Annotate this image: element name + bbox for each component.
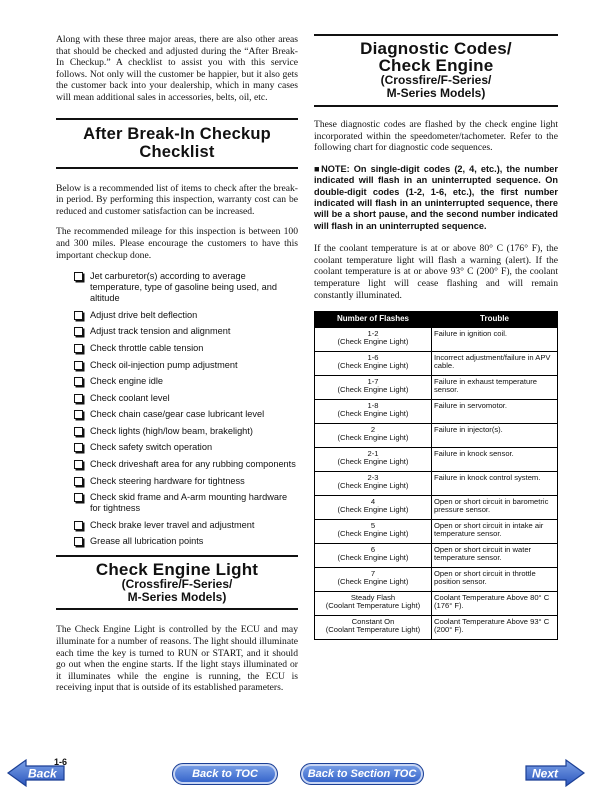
checkbox-icon[interactable]: [74, 344, 83, 353]
table-row: [315, 375, 558, 399]
table-row: [315, 519, 558, 543]
checklist-item: [74, 426, 298, 437]
intro-paragraph: Along with these three major areas, there are also other areas that should be checked and adjusted during the “After Break-In Checkup.” A checklist to assist you with this service follows. Not only will the customer be happier, but it also gets the customer back into your dealership, which in many cases will mean additional sales in accessories, belts, oil, etc.: [56, 34, 298, 103]
table-row: [315, 615, 558, 639]
flash-cell: [315, 471, 432, 495]
checklist-item: [74, 536, 298, 547]
flash-code: 1-2: [367, 328, 379, 338]
trouble-cell: Failure in servomotor.: [432, 399, 558, 423]
table-row: [315, 351, 558, 375]
flash-cell: [315, 543, 432, 567]
cel-heading-sub2: M-Series Models): [127, 590, 227, 605]
back-to-toc-button[interactable]: Back to TOC: [172, 763, 278, 785]
checklist-item: [74, 360, 298, 371]
table-row: [315, 567, 558, 591]
flash-light-type: (Check Engine Light): [337, 505, 409, 514]
flash-light-type: (Coolant Temperature Light): [325, 625, 421, 634]
table-row: [315, 399, 558, 423]
checkup-checklist: [56, 271, 298, 547]
trouble-cell: Failure in ignition coil.: [432, 327, 558, 351]
checkbox-icon[interactable]: [74, 521, 83, 530]
trouble-cell: Failure in knock sensor.: [432, 447, 558, 471]
back-button[interactable]: [6, 758, 68, 788]
flash-code: 4: [370, 496, 376, 506]
flash-cell: [315, 375, 432, 399]
table-row: [315, 495, 558, 519]
checkbox-icon[interactable]: [74, 272, 83, 281]
cel-heading-title: Check Engine Light: [95, 560, 259, 580]
checklist-item: [74, 393, 298, 404]
checklist-item-label: Check safety switch operation: [90, 442, 213, 453]
checklist-item: [74, 343, 298, 354]
footer-navigation: [0, 754, 612, 792]
checklist-item-label: Check steering hardware for tightness: [90, 475, 245, 486]
table-header-row: [315, 312, 558, 327]
checkbox-icon[interactable]: [74, 394, 83, 403]
header-number-of-flashes: Number of Flashes: [315, 312, 432, 327]
table-row: [315, 447, 558, 471]
checkbox-icon[interactable]: [74, 327, 83, 336]
flash-cell: [315, 447, 432, 471]
left-column: [56, 34, 298, 694]
flash-code: 6: [370, 544, 376, 554]
flash-code: 7: [370, 568, 376, 578]
flash-code: 1-6: [367, 352, 379, 362]
checklist-item: [74, 476, 298, 487]
checkbox-icon[interactable]: [74, 493, 83, 502]
checklist-item-label: Adjust track tension and alignment: [90, 326, 231, 337]
trouble-cell: Failure in exhaust temperature sensor.: [432, 375, 558, 399]
checklist-item: [74, 376, 298, 387]
checklist-item: [74, 310, 298, 321]
flash-code: 2-1: [367, 448, 379, 458]
trouble-cell: Coolant Temperature Above 80° C (176° F).: [432, 591, 558, 615]
flash-cell: [315, 495, 432, 519]
table-row: [315, 471, 558, 495]
flash-light-type: (Check Engine Light): [337, 409, 409, 418]
check-engine-light-heading: [56, 555, 298, 610]
checklist-item: [74, 326, 298, 337]
checklist-item-label: Check lights (high/low beam, brakelight): [90, 425, 253, 436]
checkbox-icon[interactable]: [74, 361, 83, 370]
checklist-item-label: Check coolant level: [90, 392, 170, 403]
checklist-item: [74, 271, 298, 304]
checkbox-icon[interactable]: [74, 460, 83, 469]
flash-code: 2-3: [367, 472, 379, 482]
table-row: [315, 327, 558, 351]
checklist-item-label: Check engine idle: [90, 376, 164, 387]
mileage-paragraph: The recommended mileage for this inspection is between 100 and 300 miles. Please encourage the customers to have this important checkup done.: [56, 226, 298, 261]
flash-code: 1-7: [367, 376, 379, 386]
checklist-item: [74, 459, 298, 470]
checklist-item-label: Grease all lubrication points: [90, 536, 204, 547]
checkbox-icon[interactable]: [74, 377, 83, 386]
checkbox-icon[interactable]: [74, 443, 83, 452]
trouble-cell: Open or short circuit in barometric pressure sensor.: [432, 495, 558, 519]
trouble-cell: Incorrect adjustment/failure in APV cable.: [432, 351, 558, 375]
diag-note: ■NOTE: On single-digit codes (2, 4, etc.), the number indicated will flash in an uninterrupted sequence. On double-digit codes (1-2, 1-6, etc.), the first number indicated will flash in an uninterrupted sequence, there will be a short pause, and the second number indicated will flash in an uninterrupted sequence.: [314, 163, 558, 231]
flash-light-type: (Check Engine Light): [337, 529, 409, 538]
flash-light-type: (Check Engine Light): [337, 337, 409, 346]
trouble-cell: Failure in knock control system.: [432, 471, 558, 495]
flash-cell: [315, 519, 432, 543]
flash-cell: [315, 351, 432, 375]
flash-light-type: (Check Engine Light): [337, 385, 409, 394]
checklist-item-label: Check skid frame and A-arm mounting hardware for tightness: [90, 492, 288, 514]
flash-light-type: (Check Engine Light): [337, 481, 409, 490]
diagnostic-codes-table: [314, 311, 558, 639]
checklist-item-label: Check driveshaft area for any rubbing components: [90, 459, 296, 470]
checklist-item-label: Adjust drive belt deflection: [90, 309, 198, 320]
cel-paragraph: The Check Engine Light is controlled by the ECU and may illuminate for a number of reasons. The light should illuminate each time the key is turned to RUN or START, and it should go out when the engine starts. If the light stays illuminated or it illuminates while the engine is running, the ECU is receiving input that is outside of its established parameters.: [56, 624, 298, 694]
flash-light-type: (Check Engine Light): [337, 361, 409, 370]
table-row: [315, 591, 558, 615]
diag-heading-sub2: M-Series Models): [386, 86, 486, 100]
flash-cell: [315, 567, 432, 591]
checkbox-icon[interactable]: [74, 477, 83, 486]
flash-code: 2: [370, 424, 376, 434]
next-label: Next: [532, 766, 559, 781]
cel-heading-sub1: (Crossfire/F-Series/: [121, 577, 233, 592]
flash-light-type: (Coolant Temperature Light): [325, 601, 421, 610]
flash-code: Constant On: [351, 616, 395, 626]
trouble-cell: Open or short circuit in throttle position sensor.: [432, 567, 558, 591]
next-button[interactable]: [522, 758, 586, 788]
flash-light-type: (Check Engine Light): [337, 457, 409, 466]
diag-intro-paragraph: These diagnostic codes are flashed by the check engine light incorporated within the speedometer/tachometer. Refer to the following chart for diagnostic code sequences.: [314, 119, 558, 154]
header-trouble: Trouble: [432, 312, 558, 327]
trouble-cell: Open or short circuit in water temperature sensor.: [432, 543, 558, 567]
flash-cell: [315, 327, 432, 351]
checklist-item-label: Check chain case/gear case lubricant level: [90, 409, 265, 420]
checklist-item-label: Check brake lever travel and adjustment: [90, 519, 255, 530]
flash-code: Steady Flash: [350, 592, 396, 602]
trouble-cell: Open or short circuit in intake air temperature sensor.: [432, 519, 558, 543]
back-label: Back: [28, 766, 57, 781]
trouble-cell: Coolant Temperature Above 93° C (200° F).: [432, 615, 558, 639]
checklist-item-label: Jet carburetor(s) according to average temperature, type of gasoline being used, and altitude: [90, 271, 277, 304]
flash-cell: [315, 399, 432, 423]
checkbox-icon[interactable]: [74, 537, 83, 546]
flash-light-type: (Check Engine Light): [337, 433, 409, 442]
checklist-item: [74, 492, 298, 514]
trouble-cell: Failure in injector(s).: [432, 423, 558, 447]
checkbox-icon[interactable]: [74, 311, 83, 320]
diagnostic-codes-heading: [314, 34, 558, 107]
checkbox-icon[interactable]: [74, 410, 83, 419]
diag-heading-sub1: (Crossfire/F-Series/: [380, 73, 492, 87]
checklist-item: [74, 520, 298, 531]
flash-cell: [315, 615, 432, 639]
checklist-item: [74, 442, 298, 453]
right-column: [314, 34, 558, 640]
checklist-item: [74, 409, 298, 420]
checkbox-icon[interactable]: [74, 427, 83, 436]
table-row: [315, 423, 558, 447]
back-to-section-toc-button[interactable]: Back to Section TOC: [300, 763, 424, 785]
page-number: 1-6: [54, 757, 68, 767]
coolant-paragraph: If the coolant temperature is at or above 80° C (176° F), the coolant temperature light will flash a warning (alert). If the coolant temperature is at or above 93° C (200° F), the coolant temperature light will cease flashing and will remain constantly illuminated.: [314, 243, 558, 301]
flash-code: 5: [370, 520, 376, 530]
flash-code: 1-8: [367, 400, 379, 410]
flash-cell: [315, 591, 432, 615]
flash-cell: [315, 423, 432, 447]
diag-heading-line2: Check Engine: [378, 56, 494, 75]
checklist-intro-paragraph: Below is a recommended list of items to check after the break-in period. By performing this inspection, warranty cost can be reduced and customer satisfaction can be increased.: [56, 182, 298, 217]
flash-light-type: (Check Engine Light): [337, 553, 409, 562]
checklist-item-label: Check oil-injection pump adjustment: [90, 359, 238, 370]
diag-heading-line1: Diagnostic Codes/: [360, 39, 512, 58]
table-row: [315, 543, 558, 567]
flash-light-type: (Check Engine Light): [337, 577, 409, 586]
checklist-item-label: Check throttle cable tension: [90, 342, 204, 353]
checklist-heading: After Break-In Checkup Checklist: [56, 118, 298, 169]
